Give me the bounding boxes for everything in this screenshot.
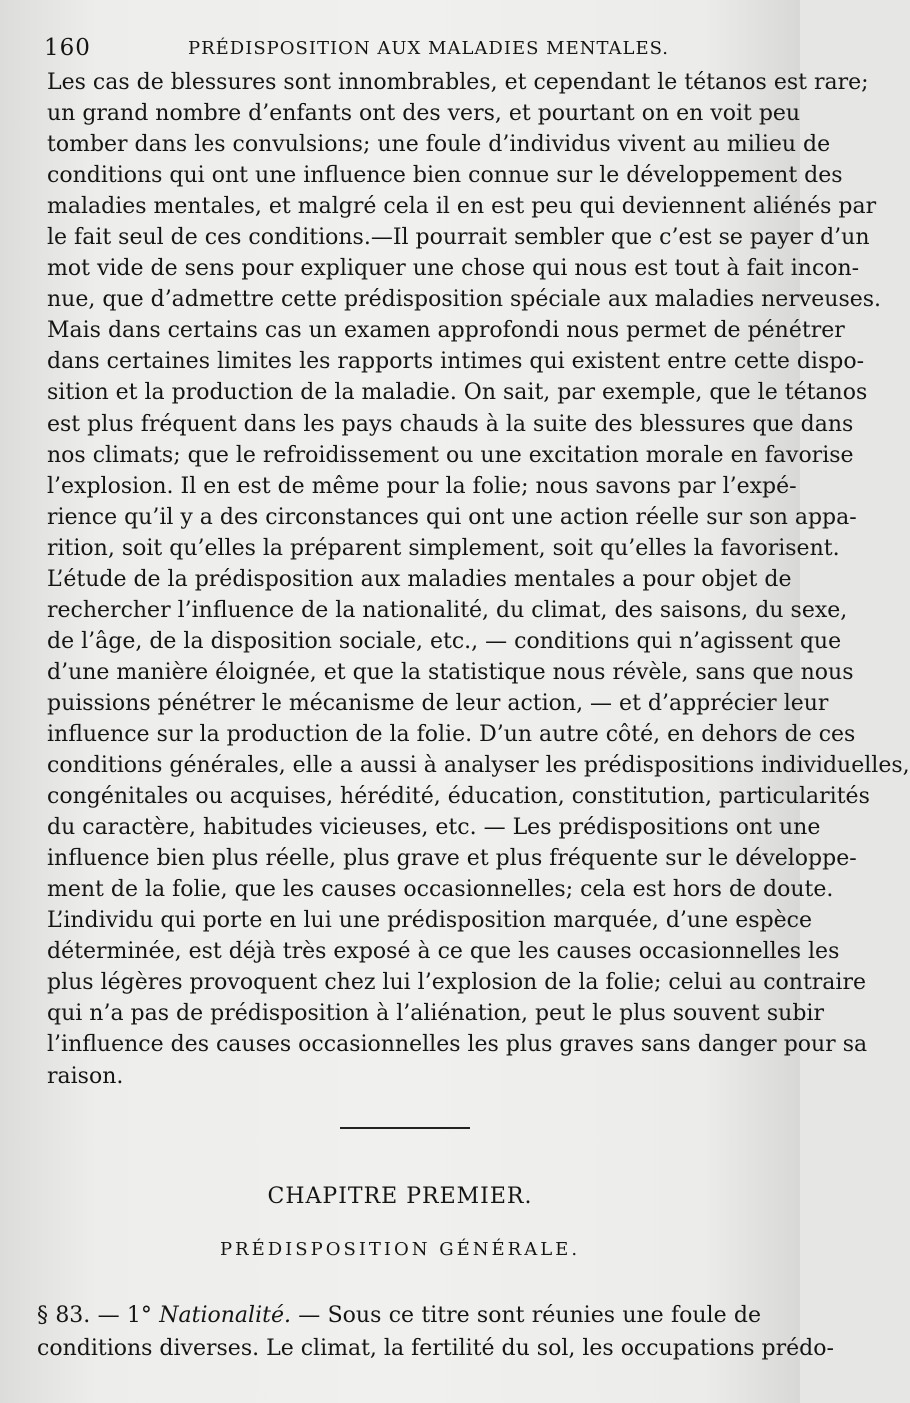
running-title: PRÉDISPOSITION AUX MALADIES MENTALES. <box>188 38 669 59</box>
section-line-1-text: — Sous ce titre sont réunies une foule de <box>298 1303 762 1328</box>
text-line: déterminée, est déjà très exposé à ce que les causes occasionnelles les <box>47 939 840 965</box>
running-head <box>44 34 760 64</box>
text-line: L’individu qui porte en lui une prédisposition marquée, d’une espèce <box>47 908 813 934</box>
text-line: Mais dans certains cas un examen approfondi nous permet de pénétrer <box>47 318 845 344</box>
text-line: plus légères provoquent chez lui l’explosion de la folie; celui au contraire <box>47 970 866 996</box>
text-line: de l’âge, de la disposition sociale, etc., — conditions qui n’agissent que <box>47 628 842 654</box>
text-line: l’influence des causes occasionnelles les plus graves sans danger pour sa <box>47 1032 868 1058</box>
text-line: qui n’a pas de prédisposition à l’aliénation, peut le plus souvent subir <box>47 1001 824 1027</box>
section-83-line-2: conditions diverses. Le climat, la fertilité du sol, les occupations prédo- <box>37 1336 834 1361</box>
section-83 <box>37 1299 834 1365</box>
section-divider <box>340 1127 470 1129</box>
chapter-title: CHAPITRE PREMIER. <box>267 1184 533 1209</box>
text-line: l’explosion. Il en est de même pour la folie; nous savons par l’expé- <box>47 473 797 499</box>
page-number: 160 <box>44 35 91 61</box>
text-line: nos climats; que le refroidissement ou une excitation morale en favorise <box>47 442 854 468</box>
text-line: congénitales ou acquises, hérédité, éducation, constitution, particularités <box>47 784 870 810</box>
body-text <box>47 67 910 1092</box>
text-line: conditions générales, elle a aussi à analyser les prédispositions individuelles, <box>47 753 910 779</box>
text-line: dans certaines limites les rapports intimes qui existent entre cette dispo- <box>47 349 865 375</box>
chapter-subtitle: PRÉDISPOSITION GÉNÉRALE. <box>219 1239 581 1260</box>
section-heading: Nationalité. <box>159 1303 291 1328</box>
text-line: rience qu’il y a des circonstances qui ont une action réelle sur son appa- <box>47 504 857 530</box>
text-line: Les cas de blessures sont innombrables, et cependant le tétanos est rare; <box>47 70 869 95</box>
text-line: raison. <box>47 1063 124 1089</box>
text-line: tomber dans les convulsions; une foule d’individus vivent au milieu de <box>47 132 831 158</box>
text-line: sition et la production de la maladie. On sait, par exemple, que le tétanos <box>47 380 868 406</box>
text-line: influence sur la production de la folie. D’un autre côté, en dehors de ces <box>47 721 856 747</box>
text-line: ment de la folie, que les causes occasionnelles; cela est hors de doute. <box>47 877 834 903</box>
text-line: le fait seul de ces conditions.—Il pourrait sembler que c’est se payer d’un <box>47 225 870 251</box>
text-line: conditions qui ont une influence bien connue sur le développement des <box>47 163 843 189</box>
text-line: maladies mentales, et malgré cela il en est peu qui deviennent aliénés par <box>47 194 877 220</box>
text-line: puissions pénétrer le mécanisme de leur action, — et d’apprécier leur <box>47 690 829 716</box>
text-line: nue, que d’admettre cette prédisposition spéciale aux maladies nerveuses. <box>47 287 882 313</box>
text-line: rition, soit qu’elles la préparent simplement, soit qu’elles la favorisent. <box>47 535 840 561</box>
text-line: d’une manière éloignée, et que la statistique nous révèle, sans que nous <box>47 659 854 685</box>
text-line: L’étude de la prédisposition aux maladies mentales a pour objet de <box>47 566 792 592</box>
text-line: un grand nombre d’enfants ont des vers, et pourtant on en voit peu <box>47 101 801 127</box>
section-number: § 83. — 1° <box>37 1303 152 1328</box>
section-83-line-1 <box>37 1299 761 1332</box>
text-line: mot vide de sens pour expliquer une chose qui nous est tout à fait incon- <box>47 256 860 282</box>
text-line: influence bien plus réelle, plus grave et plus fréquente sur le développe- <box>47 846 857 872</box>
text-line: est plus fréquent dans les pays chauds à la suite des blessures que dans <box>47 411 854 437</box>
text-line: du caractère, habitudes vicieuses, etc. — Les prédispositions ont une <box>47 815 821 841</box>
text-line: rechercher l’influence de la nationalité, du climat, des saisons, du sexe, <box>47 597 848 623</box>
